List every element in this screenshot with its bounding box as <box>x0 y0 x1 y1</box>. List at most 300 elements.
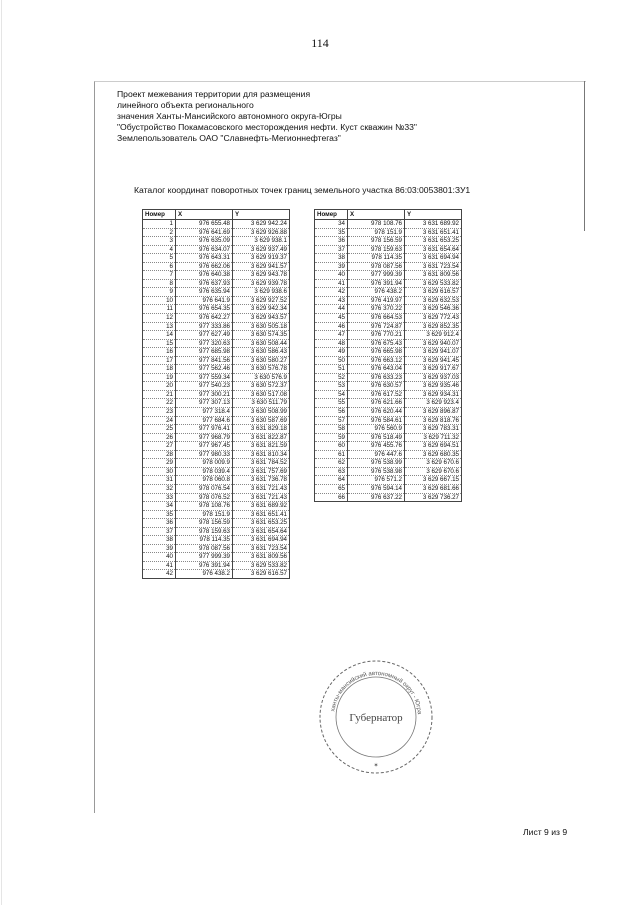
cell-number: 15 <box>143 339 176 348</box>
cell-number: 40 <box>143 553 176 562</box>
cell-x: 976 643.04 <box>348 365 405 374</box>
header-line: значения Ханты-Мансийского автономного округа-Югры <box>117 111 342 121</box>
cell-x: 976 664.53 <box>348 314 405 323</box>
cell-number: 3 <box>143 237 176 246</box>
table-row <box>143 399 290 408</box>
cell-y: 3 631 653.25 <box>233 519 290 528</box>
cell-x: 978 159.63 <box>348 245 405 254</box>
table-row <box>143 561 290 570</box>
cell-x: 978 076.52 <box>176 493 233 502</box>
cell-y: 3 629 533.82 <box>233 561 290 570</box>
table-row <box>315 416 462 425</box>
table-row <box>143 519 290 528</box>
cell-y: 3 629 919.37 <box>233 254 290 263</box>
cell-x: 978 156.59 <box>176 519 233 528</box>
cell-number: 49 <box>315 348 348 357</box>
column-header-y: Y <box>405 210 462 220</box>
table-row <box>143 314 290 323</box>
cell-y: 3 629 943.57 <box>233 314 290 323</box>
table-row <box>143 331 290 340</box>
table-row <box>315 220 462 229</box>
table-row <box>143 305 290 314</box>
cell-x: 977 318.4 <box>176 408 233 417</box>
cell-y: 3 629 896.87 <box>405 408 462 417</box>
cell-number: 37 <box>143 527 176 536</box>
table-row <box>143 245 290 254</box>
cell-y: 3 631 651.41 <box>405 228 462 237</box>
table-row <box>143 450 290 459</box>
cell-x: 978 114.35 <box>176 536 233 545</box>
table-row <box>315 339 462 348</box>
cell-y: 3 629 938.6 <box>233 288 290 297</box>
table-row <box>143 228 290 237</box>
cell-y: 3 631 694.94 <box>405 254 462 263</box>
column-header-x: X <box>348 210 405 220</box>
table-row <box>143 373 290 382</box>
cell-number: 17 <box>143 356 176 365</box>
table-row <box>143 279 290 288</box>
cell-number: 54 <box>315 390 348 399</box>
cell-x: 976 438.2 <box>176 570 233 579</box>
sheet-number: Лист 9 из 9 <box>523 827 568 837</box>
cell-y: 3 631 689.92 <box>233 502 290 511</box>
cell-x: 976 641.69 <box>176 228 233 237</box>
table-row <box>143 220 290 229</box>
cell-number: 53 <box>315 382 348 391</box>
cell-x: 976 594.14 <box>348 484 405 493</box>
cell-x: 976 770.21 <box>348 331 405 340</box>
cell-y: 3 629 670.6 <box>405 467 462 476</box>
cell-x: 976 538.98 <box>348 467 405 476</box>
table-row <box>315 425 462 434</box>
table-row <box>143 553 290 562</box>
cell-number: 64 <box>315 476 348 485</box>
table-row <box>143 322 290 331</box>
cell-x: 978 009.9 <box>176 459 233 468</box>
cell-y: 3 629 912.4 <box>405 331 462 340</box>
cell-number: 59 <box>315 433 348 442</box>
table-row <box>143 296 290 305</box>
cell-number: 22 <box>143 399 176 408</box>
cell-y: 3 631 757.69 <box>233 467 290 476</box>
cell-x: 976 634.07 <box>176 245 233 254</box>
table-row <box>315 296 462 305</box>
cell-y: 3 631 723.54 <box>233 544 290 553</box>
cell-x: 977 685.98 <box>176 348 233 357</box>
cell-x: 978 087.56 <box>348 262 405 271</box>
cell-y: 3 630 580.27 <box>233 356 290 365</box>
cell-y: 3 629 670.6 <box>405 459 462 468</box>
seal-center-text: Губернатор <box>349 712 403 724</box>
cell-number: 52 <box>315 373 348 382</box>
cell-x: 976 370.22 <box>348 305 405 314</box>
cell-x: 976 662.06 <box>176 262 233 271</box>
cell-y: 3 629 937.03 <box>405 373 462 382</box>
cell-x: 976 642.27 <box>176 314 233 323</box>
table-row <box>143 459 290 468</box>
cell-y: 3 629 546.36 <box>405 305 462 314</box>
cell-x: 976 538.99 <box>348 459 405 468</box>
cell-x: 976 518.49 <box>348 433 405 442</box>
cell-y: 3 631 721.43 <box>233 484 290 493</box>
cell-number: 34 <box>143 502 176 511</box>
cell-number: 33 <box>143 493 176 502</box>
table-row <box>143 527 290 536</box>
cell-x: 978 108.76 <box>176 502 233 511</box>
cell-y: 3 629 711.32 <box>405 433 462 442</box>
cell-y: 3 631 809.56 <box>405 271 462 280</box>
cell-y: 3 630 576.78 <box>233 365 290 374</box>
cell-y: 3 629 533.82 <box>405 279 462 288</box>
cell-number: 6 <box>143 262 176 271</box>
cell-y: 3 629 941.45 <box>405 356 462 365</box>
cell-number: 47 <box>315 331 348 340</box>
table-row <box>315 484 462 493</box>
table-row <box>315 442 462 451</box>
cell-number: 62 <box>315 459 348 468</box>
scan-edge-line <box>1 0 2 905</box>
cell-y: 3 630 508.44 <box>233 339 290 348</box>
table-row <box>315 399 462 408</box>
cell-y: 3 629 616.57 <box>405 288 462 297</box>
cell-x: 976 620.44 <box>348 408 405 417</box>
cell-x: 977 967.45 <box>176 442 233 451</box>
table-row <box>315 433 462 442</box>
cell-y: 3 629 736.27 <box>405 493 462 502</box>
cell-number: 35 <box>315 228 348 237</box>
cell-x: 976 663.12 <box>348 356 405 365</box>
document-frame-right-edge <box>584 81 585 231</box>
cell-number: 42 <box>143 570 176 579</box>
cell-number: 57 <box>315 416 348 425</box>
cell-number: 50 <box>315 356 348 365</box>
cell-number: 28 <box>143 450 176 459</box>
cell-y: 3 631 723.54 <box>405 262 462 271</box>
table-row <box>315 322 462 331</box>
cell-x: 976 455.76 <box>348 442 405 451</box>
cell-y: 3 629 937.49 <box>233 245 290 254</box>
cell-number: 8 <box>143 279 176 288</box>
cell-number: 55 <box>315 399 348 408</box>
table-row <box>315 245 462 254</box>
cell-y: 3 630 576.9 <box>233 373 290 382</box>
table-row <box>315 271 462 280</box>
cell-x: 976 617.52 <box>348 390 405 399</box>
cell-x: 976 635.09 <box>176 237 233 246</box>
table-row <box>315 459 462 468</box>
cell-number: 38 <box>143 536 176 545</box>
cell-y: 3 629 681.66 <box>405 484 462 493</box>
cell-y: 3 631 822.87 <box>233 433 290 442</box>
cell-number: 4 <box>143 245 176 254</box>
cell-y: 3 629 934.31 <box>405 390 462 399</box>
table-row <box>143 416 290 425</box>
table-row <box>143 425 290 434</box>
cell-y: 3 630 587.69 <box>233 416 290 425</box>
table-header-row <box>143 210 290 220</box>
table-row <box>315 288 462 297</box>
table-row <box>315 382 462 391</box>
cell-x: 977 841.56 <box>176 356 233 365</box>
column-header-number: Номер <box>315 210 348 220</box>
cell-x: 976 655.48 <box>176 220 233 229</box>
cell-y: 3 631 689.92 <box>405 220 462 229</box>
cell-number: 32 <box>143 484 176 493</box>
cell-x: 976 621.66 <box>348 399 405 408</box>
cell-number: 36 <box>143 519 176 528</box>
cell-number: 39 <box>143 544 176 553</box>
table-row <box>143 408 290 417</box>
cell-x: 976 640.38 <box>176 271 233 280</box>
table-row <box>143 288 290 297</box>
table-row <box>315 279 462 288</box>
cell-x: 976 724.87 <box>348 322 405 331</box>
cell-x: 978 108.76 <box>348 220 405 229</box>
cell-y: 3 630 574.35 <box>233 331 290 340</box>
header-line: линейного объекта регионального <box>117 100 254 110</box>
cell-x: 976 447.6 <box>348 450 405 459</box>
cell-number: 10 <box>143 296 176 305</box>
header-line: Проект межевания территории для размещения <box>117 89 311 99</box>
cell-y: 3 629 818.76 <box>405 416 462 425</box>
table-row <box>143 365 290 374</box>
cell-number: 27 <box>143 442 176 451</box>
cell-number: 41 <box>315 279 348 288</box>
column-header-x: X <box>176 210 233 220</box>
cell-y: 3 630 572.37 <box>233 382 290 391</box>
table-row <box>315 493 462 502</box>
cell-x: 978 156.59 <box>348 237 405 246</box>
table-row <box>315 348 462 357</box>
cell-number: 44 <box>315 305 348 314</box>
cell-y: 3 629 943.78 <box>233 271 290 280</box>
table-row <box>143 544 290 553</box>
cell-number: 43 <box>315 296 348 305</box>
cell-x: 976 391.94 <box>176 561 233 570</box>
cell-number: 11 <box>143 305 176 314</box>
table-row <box>143 237 290 246</box>
cell-y: 3 631 821.59 <box>233 442 290 451</box>
cell-y: 3 631 810.34 <box>233 450 290 459</box>
cell-y: 3 629 941.57 <box>233 262 290 271</box>
cell-x: 977 300.21 <box>176 390 233 399</box>
cell-x: 978 151.9 <box>348 228 405 237</box>
cell-number: 18 <box>143 365 176 374</box>
cell-x: 976 665.98 <box>348 348 405 357</box>
cell-number: 39 <box>315 262 348 271</box>
cell-number: 1 <box>143 220 176 229</box>
table-row <box>315 356 462 365</box>
cell-y: 3 631 784.52 <box>233 459 290 468</box>
cell-y: 3 631 654.64 <box>405 245 462 254</box>
cell-y: 3 629 694.51 <box>405 442 462 451</box>
table-row <box>315 314 462 323</box>
table-row <box>315 450 462 459</box>
cell-x: 976 675.43 <box>348 339 405 348</box>
table-row <box>143 467 290 476</box>
cell-number: 24 <box>143 416 176 425</box>
table-row <box>143 348 290 357</box>
cell-x: 976 643.31 <box>176 254 233 263</box>
table-row <box>315 408 462 417</box>
cell-number: 23 <box>143 408 176 417</box>
cell-x: 976 584.61 <box>348 416 405 425</box>
cell-y: 3 631 653.25 <box>405 237 462 246</box>
cell-number: 13 <box>143 322 176 331</box>
table-row <box>143 433 290 442</box>
cell-y: 3 629 923.4 <box>405 399 462 408</box>
table-row <box>143 502 290 511</box>
cell-x: 977 976.41 <box>176 425 233 434</box>
seal-star-icon: ✶ <box>373 763 379 769</box>
cell-x: 977 968.79 <box>176 433 233 442</box>
table-row <box>315 262 462 271</box>
cell-y: 3 629 939.78 <box>233 279 290 288</box>
document-header <box>117 89 417 144</box>
cell-y: 3 630 505.18 <box>233 322 290 331</box>
cell-x: 977 627.49 <box>176 331 233 340</box>
cell-x: 977 562.46 <box>176 365 233 374</box>
cell-y: 3 631 809.56 <box>233 553 290 562</box>
table-row <box>143 570 290 579</box>
cell-number: 31 <box>143 476 176 485</box>
cell-y: 3 629 927.52 <box>233 296 290 305</box>
cell-number: 35 <box>143 510 176 519</box>
table-row <box>315 373 462 382</box>
cell-number: 26 <box>143 433 176 442</box>
cell-x: 977 307.13 <box>176 399 233 408</box>
header-line: "Обустройство Покамасовского месторождения нефти. Куст скважин №33" <box>117 122 417 132</box>
cell-x: 976 637.22 <box>348 493 405 502</box>
cell-number: 40 <box>315 271 348 280</box>
cell-x: 976 391.94 <box>348 279 405 288</box>
cell-number: 46 <box>315 322 348 331</box>
cell-number: 30 <box>143 467 176 476</box>
table-row <box>143 536 290 545</box>
cell-number: 19 <box>143 373 176 382</box>
cell-y: 3 629 942.24 <box>233 220 290 229</box>
table-row <box>143 510 290 519</box>
cell-x: 978 087.56 <box>176 544 233 553</box>
cell-x: 976 571.2 <box>348 476 405 485</box>
cell-x: 976 419.97 <box>348 296 405 305</box>
cell-number: 60 <box>315 442 348 451</box>
cell-x: 978 159.63 <box>176 527 233 536</box>
cell-y: 3 631 736.78 <box>233 476 290 485</box>
column-header-number: Номер <box>143 210 176 220</box>
table-row <box>143 254 290 263</box>
cell-x: 978 114.35 <box>348 254 405 263</box>
cell-x: 976 630.57 <box>348 382 405 391</box>
cell-x: 977 540.23 <box>176 382 233 391</box>
cell-number: 38 <box>315 254 348 263</box>
coordinates-table-right <box>314 209 462 502</box>
cell-y: 3 629 935.46 <box>405 382 462 391</box>
cell-y: 3 629 917.67 <box>405 365 462 374</box>
cell-number: 14 <box>143 331 176 340</box>
cell-number: 42 <box>315 288 348 297</box>
table-row <box>143 262 290 271</box>
cell-x: 976 438.2 <box>348 288 405 297</box>
cell-number: 36 <box>315 237 348 246</box>
table-row <box>315 228 462 237</box>
cell-x: 977 980.33 <box>176 450 233 459</box>
cell-y: 3 629 852.35 <box>405 322 462 331</box>
cell-y: 3 629 632.53 <box>405 296 462 305</box>
cell-x: 977 333.86 <box>176 322 233 331</box>
cell-x: 977 320.63 <box>176 339 233 348</box>
cell-x: 976 637.93 <box>176 279 233 288</box>
cell-number: 29 <box>143 459 176 468</box>
table-row <box>143 382 290 391</box>
cell-x: 976 633.23 <box>348 373 405 382</box>
cell-number: 7 <box>143 271 176 280</box>
cell-y: 3 630 511.79 <box>233 399 290 408</box>
cell-number: 2 <box>143 228 176 237</box>
cell-number: 66 <box>315 493 348 502</box>
cell-y: 3 629 938.1 <box>233 237 290 246</box>
cell-number: 25 <box>143 425 176 434</box>
seal-ring-text: ханты-мансийский автономный округ - Югра <box>330 670 422 715</box>
table-row <box>143 442 290 451</box>
table-row <box>143 493 290 502</box>
cell-x: 976 654.35 <box>176 305 233 314</box>
cell-number: 63 <box>315 467 348 476</box>
cell-y: 3 631 654.64 <box>233 527 290 536</box>
table-row <box>143 339 290 348</box>
coordinates-table-left <box>142 209 290 579</box>
table-row <box>143 476 290 485</box>
table-header-row <box>315 210 462 220</box>
cell-number: 41 <box>143 561 176 570</box>
table-row <box>315 467 462 476</box>
table-row <box>315 365 462 374</box>
cell-y: 3 629 941.07 <box>405 348 462 357</box>
cell-number: 56 <box>315 408 348 417</box>
table-row <box>315 305 462 314</box>
cell-number: 20 <box>143 382 176 391</box>
cell-y: 3 629 772.43 <box>405 314 462 323</box>
cell-number: 21 <box>143 390 176 399</box>
cell-x: 977 559.34 <box>176 373 233 382</box>
cell-number: 9 <box>143 288 176 297</box>
cell-number: 37 <box>315 245 348 254</box>
cell-x: 976 560.9 <box>348 425 405 434</box>
cell-y: 3 629 667.15 <box>405 476 462 485</box>
cell-x: 976 635.94 <box>176 288 233 297</box>
cell-y: 3 629 940.07 <box>405 339 462 348</box>
cell-x: 977 999.39 <box>176 553 233 562</box>
table-row <box>315 331 462 340</box>
cell-x: 978 151.9 <box>176 510 233 519</box>
cell-y: 3 630 508.99 <box>233 408 290 417</box>
cell-y: 3 630 517.08 <box>233 390 290 399</box>
cell-y: 3 631 829.18 <box>233 425 290 434</box>
cell-number: 45 <box>315 314 348 323</box>
cell-number: 61 <box>315 450 348 459</box>
cell-y: 3 631 721.43 <box>233 493 290 502</box>
cell-x: 977 999.39 <box>348 271 405 280</box>
cell-y: 3 629 680.35 <box>405 450 462 459</box>
cell-number: 34 <box>315 220 348 229</box>
cell-x: 976 641.9 <box>176 296 233 305</box>
cell-y: 3 631 694.94 <box>233 536 290 545</box>
cell-x: 978 076.54 <box>176 484 233 493</box>
header-line: Землепользователь ОАО "Славнефть-Мегионнефтегаз" <box>117 133 341 143</box>
table-row <box>315 237 462 246</box>
cell-x: 978 060.8 <box>176 476 233 485</box>
cell-y: 3 631 651.41 <box>233 510 290 519</box>
